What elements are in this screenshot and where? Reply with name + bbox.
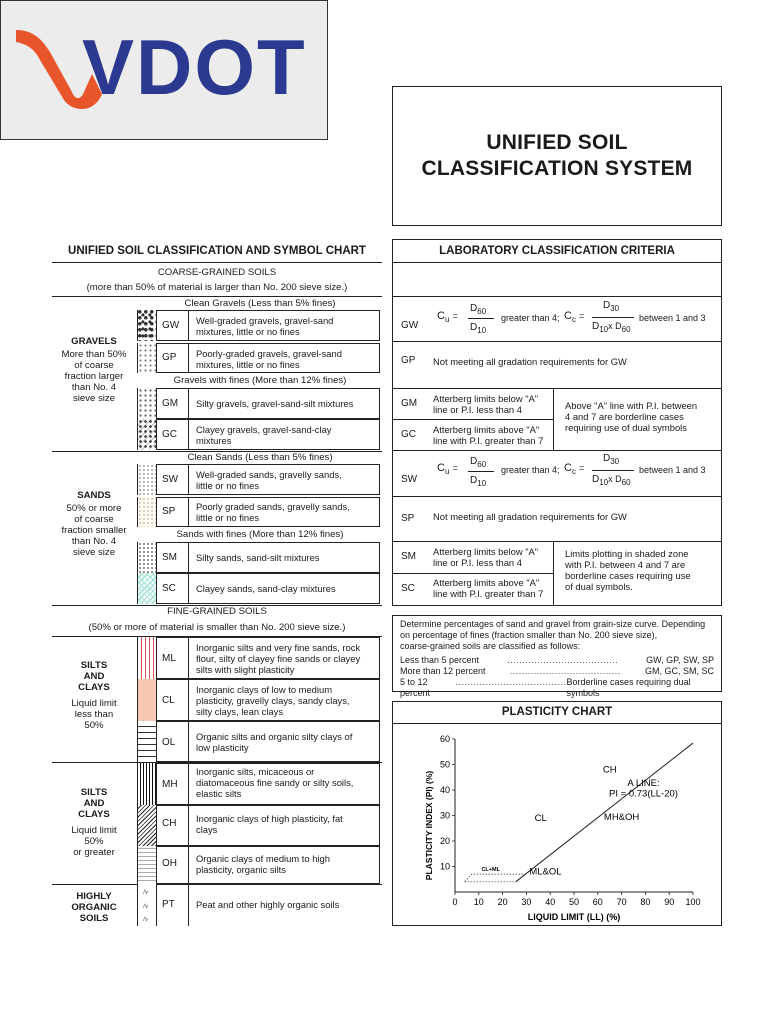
divider <box>553 388 554 450</box>
symbol-pt: PT <box>162 899 175 910</box>
desc-ml: Inorganic silts and very fine sands, rock flour, silty of clayey fine sands or clayey silts with slight plasticity <box>196 642 361 675</box>
ol-pattern <box>137 721 157 762</box>
symbol-sm: SM <box>162 552 177 563</box>
desc-gm: Silty gravels, gravel-sand-silt mixtures <box>196 398 354 409</box>
cu-formula-sw: $C_u$ = <box>437 462 458 477</box>
crit-s-note: Limits plotting in shaded zone with P.I. between 4 and 7 are borderline cases requiring use of dual symbols. <box>565 548 691 592</box>
divider <box>52 262 382 263</box>
crit-gc-label: GC <box>401 429 416 440</box>
between-sw: between 1 and 3 <box>639 465 706 475</box>
divider <box>392 450 722 451</box>
divider <box>468 318 494 319</box>
title-line-2: CLASSIFICATION SYSTEM <box>421 157 693 180</box>
divider <box>592 317 634 318</box>
d10xd60-sw: $D_{10}x$ $D_{60}$ <box>592 474 631 487</box>
silts-clays-low-name: SILTS AND CLAYS <box>78 660 110 693</box>
desc-gw: Well-graded gravels, gravel-sand mixtures, little or no fines <box>196 315 334 337</box>
x-tick-label: 70 <box>616 897 627 907</box>
lab-criteria-header: LABORATORY CLASSIFICATION CRITERIA <box>439 245 675 257</box>
chart-title: PLASTICITY CHART <box>501 706 613 718</box>
x-tick-label: 100 <box>685 897 701 907</box>
desc-oh: Organic clays of medium to high plasticity, organic silts <box>196 853 330 875</box>
d10-gw: $D_{10}$ <box>470 322 487 335</box>
symbol-sc: SC <box>162 583 176 594</box>
oh-pattern <box>137 846 157 884</box>
gravels-name: GRAVELS <box>71 336 117 347</box>
divider <box>188 637 189 679</box>
divider <box>188 573 189 604</box>
divider <box>392 262 722 263</box>
pt-pattern <box>137 884 157 926</box>
sands-name: SANDS <box>77 490 111 501</box>
fine-title: FINE-GRAINED SOILS <box>167 606 267 617</box>
divider <box>188 542 189 573</box>
cc-formula-gw: $C_c$ = <box>564 310 585 325</box>
divider <box>188 419 189 450</box>
sw-pattern <box>137 464 157 495</box>
divider <box>392 296 722 297</box>
region-label: CL+ML <box>481 866 500 873</box>
divider <box>188 846 189 884</box>
gt4-sw: greater than 4; <box>501 465 560 475</box>
symbol-ol: OL <box>162 737 176 748</box>
logo-text: VDOT <box>82 23 307 111</box>
divider <box>188 721 189 762</box>
symbol-sp: SP <box>162 506 176 517</box>
desc-sc: Clayey sands, sand-clay mixtures <box>196 583 336 594</box>
d30-gw: $D_{30}$ <box>603 300 620 313</box>
symbol-oh: OH <box>162 858 177 869</box>
x-tick-label: 30 <box>521 897 532 907</box>
region-label: CH <box>602 764 617 776</box>
clean-gravels-label: Clean Gravels (Less than 5% fines) <box>184 298 336 309</box>
d30-sw: $D_{30}$ <box>603 453 620 466</box>
gravels-desc: More than 50% of coarse fraction larger than No. 4 sieve size <box>61 349 127 404</box>
fines-row: More than 12 percent ..................................... GM, GC, SM, SC <box>400 666 714 676</box>
desc-sw: Well-graded sands, gravelly sands, little or no fines <box>196 469 342 491</box>
y-tick-label: 10 <box>439 861 450 872</box>
d10-sw: $D_{10}$ <box>470 475 487 488</box>
coarse-title: COARSE-GRAINED SOILS <box>157 267 277 278</box>
crit-gm-text: Atterberg limits below "A" line or P.I. less than 4 <box>433 393 539 415</box>
coarse-subtitle: (more than 50% of material is larger than No. 200 sieve size.) <box>86 282 348 293</box>
crit-sc-label: SC <box>401 583 415 594</box>
fines-table <box>400 655 714 699</box>
gm-pattern <box>137 388 157 419</box>
symbol-sw: SW <box>162 474 179 485</box>
crit-g-note: Above "A" line with P.I. between 4 and 7 are borderline cases requiring use of dual symbols <box>565 400 698 433</box>
x-tick-label: 10 <box>473 897 484 907</box>
divider <box>52 884 382 885</box>
divider <box>468 471 494 472</box>
region-label: MH&OH <box>603 811 640 823</box>
silts-clays-high-name: SILTS AND CLAYS <box>78 787 110 820</box>
plasticity-chart <box>392 724 722 924</box>
divider <box>188 388 189 419</box>
sands-desc: 50% or more of coarse fraction smaller than No. 4 sieve size <box>61 503 127 558</box>
desc-gc: Clayey gravels, gravel-sand-clay mixtures <box>196 424 332 446</box>
divider <box>188 497 189 527</box>
divider <box>392 573 553 574</box>
silts-clays-high-desc: Liquid limit 50% or greater <box>71 825 117 858</box>
divider <box>188 310 189 341</box>
crit-sw-label: SW <box>401 474 418 485</box>
desc-pt: Peat and other highly organic soils <box>196 899 340 910</box>
divider <box>392 541 722 542</box>
gt4-gw: greater than 4; <box>501 313 560 323</box>
crit-gp-text: Not meeting all gradation requirements for GW <box>433 356 627 367</box>
fine-subtitle: (50% or more of material is smaller than No. 200 sieve size.) <box>88 622 346 633</box>
fines-row: 5 to 12 percent ..................................... Borderline cases requiring dual symbols <box>400 677 691 698</box>
x-tick-label: 50 <box>568 897 580 907</box>
crit-sp-label: SP <box>401 513 415 524</box>
d60-sw: $D_{60}$ <box>470 456 487 469</box>
divider <box>392 388 722 389</box>
desc-sp: Poorly graded sands, gravelly sands, little or no fines <box>196 501 350 523</box>
fines-intro: Determine percentages of sand and gravel from grain-size curve. Depending on percentage of fines (fraction smaller than No. 200 sieve size), coarse-grained soils are classified as follows: <box>400 619 706 651</box>
x-tick-label: 80 <box>640 897 651 907</box>
symbol-chart-header: UNIFIED SOIL CLASSIFICATION AND SYMBOL CHART <box>68 245 366 257</box>
desc-ch: Inorganic clays of high plasticity, fat clays <box>196 813 343 835</box>
vdot-logo-panel <box>0 0 328 140</box>
symbol-gc: GC <box>162 429 177 440</box>
x-tick-label: 90 <box>664 897 675 907</box>
y-tick-label: 50 <box>439 759 450 770</box>
d60-gw: $D_{60}$ <box>470 303 487 316</box>
crit-sp-text: Not meeting all gradation requirements for GW <box>433 511 627 522</box>
divider <box>188 763 189 805</box>
desc-mh: Inorganic silts, micaceous or diatomaceous fine sandy or silty soils, elastic silts <box>196 766 354 799</box>
ml-pattern <box>137 637 157 679</box>
divider <box>52 296 382 297</box>
region-label: ML&OL <box>529 866 562 878</box>
x-tick-label: 20 <box>497 897 508 907</box>
y-tick-label: 40 <box>439 785 450 795</box>
crit-gc-text: Atterberg limits above "A" line with P.I. greater than 7 <box>433 424 544 446</box>
divider <box>392 419 553 420</box>
sp-pattern <box>137 497 157 527</box>
x-tick-label: 60 <box>592 897 603 907</box>
y-tick-label: 20 <box>439 836 450 846</box>
a-line-label: PI = 0.73(LL-20) <box>609 788 678 800</box>
mh-pattern <box>137 763 157 805</box>
divider <box>188 679 189 721</box>
divider <box>188 884 189 926</box>
divider <box>392 496 722 497</box>
a-line-label: A LINE: <box>627 778 660 790</box>
crit-gm-label: GM <box>401 398 418 409</box>
d10xd60-gw: $D_{10}x$ $D_{60}$ <box>592 321 631 334</box>
crit-sc-text: Atterberg limits above "A" line with P.I. greater than 7 <box>433 577 544 599</box>
crit-sm-text: Atterberg limits below "A" line or P.I. less than 4 <box>433 546 539 568</box>
between-gw: between 1 and 3 <box>639 313 706 323</box>
y-tick-label: 60 <box>439 734 450 744</box>
y-axis-label: PLASTICITY INDEX (PI) (%) <box>424 770 434 881</box>
divider <box>188 343 189 373</box>
symbol-gp: GP <box>162 352 177 363</box>
gc-pattern <box>137 419 157 450</box>
divider <box>188 805 189 846</box>
gravels-fines-label: Gravels with fines (More than 12% fines) <box>173 375 347 386</box>
symbol-mh: MH <box>162 779 178 790</box>
divider <box>553 541 554 606</box>
peat-icon <box>138 884 156 924</box>
x-tick-label: 40 <box>545 897 556 907</box>
desc-ol: Organic silts and organic silty clays of low plasticity <box>196 731 353 753</box>
cc-formula-sw: $C_c$ = <box>564 462 585 477</box>
sc-pattern <box>137 573 157 604</box>
crit-gw-label: GW <box>401 320 419 331</box>
symbol-gw: GW <box>162 320 180 331</box>
desc-gp: Poorly-graded gravels, gravel-sand mixtures, little or no fines <box>196 348 342 370</box>
gp-pattern <box>137 343 157 373</box>
symbol-ch: CH <box>162 818 177 829</box>
sands-fines-label: Sands with fines (More than 12% fines) <box>176 529 344 540</box>
symbol-cl: CL <box>162 695 175 706</box>
crit-sm-label: SM <box>401 551 416 562</box>
gw-pattern <box>137 310 157 341</box>
silts-clays-low-desc: Liquid limit less than 50% <box>71 698 117 731</box>
desc-cl: Inorganic clays of low to medium plasticity, gravelly clays, sandy clays, silty clays, lean clays <box>196 684 350 717</box>
clean-sands-label: Clean Sands (Less than 5% fines) <box>187 452 333 463</box>
desc-sm: Silty sands, sand-silt mixtures <box>196 552 320 563</box>
symbol-gm: GM <box>162 398 179 409</box>
fines-row: Less than 5 percent ..................................... GW, GP, SW, SP <box>400 655 714 665</box>
title-line-1: UNIFIED SOIL <box>486 131 628 154</box>
organic-soils-name: HIGHLY ORGANIC SOILS <box>71 891 117 924</box>
cl-ml-zone <box>465 874 526 882</box>
crit-gp-label: GP <box>401 355 416 366</box>
region-label: CL <box>534 813 547 825</box>
divider <box>188 464 189 495</box>
x-tick-label: 0 <box>452 897 458 907</box>
vdot-logo <box>10 22 320 112</box>
title-panel <box>392 86 722 226</box>
cu-formula-gw: $C_u$ = <box>437 310 458 325</box>
divider <box>592 470 634 471</box>
y-tick-label: 30 <box>439 810 450 821</box>
symbol-ml: ML <box>162 653 176 664</box>
cl-pattern <box>137 679 157 721</box>
divider <box>392 341 722 342</box>
x-axis-label: LIQUID LIMIT (LL) (%) <box>527 912 621 922</box>
ch-pattern <box>137 805 157 846</box>
sm-pattern <box>137 542 157 573</box>
